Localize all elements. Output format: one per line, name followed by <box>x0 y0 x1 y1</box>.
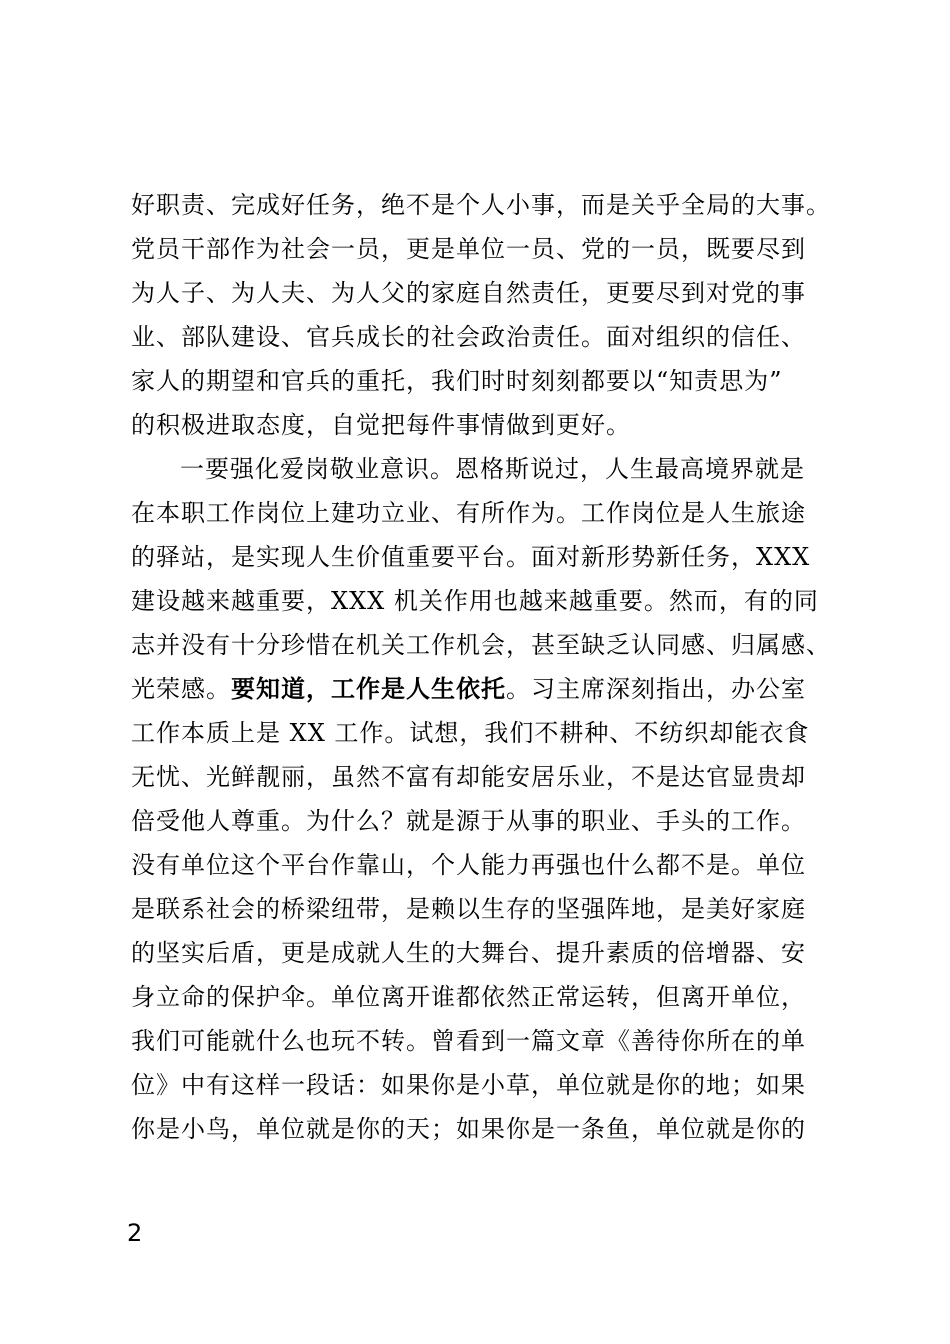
page-number: 2 <box>127 1219 143 1247</box>
text-line: 倍受他人尊重。为什么？就是源于从事的职业、手头的工作。 <box>131 807 806 835</box>
text-line: 是联系社会的桥梁纽带，是赖以生存的坚强阵地，是美好家庭 <box>131 895 806 923</box>
text-line: 无忧、光鲜靓丽，虽然不富有却能安居乐业，不是达官显贵却 <box>131 763 806 791</box>
text-line-with-emphasis <box>131 672 851 706</box>
text-line: 家人的期望和官兵的重托，我们时时刻刻都要以“知责思为” <box>131 367 783 395</box>
text-line: 没有单位这个平台作靠山，个人能力再强也什么都不是。单位 <box>131 851 806 879</box>
text-line: 你是小鸟，单位就是你的天；如果你是一条鱼，单位就是你的 <box>131 1115 806 1143</box>
bold-emphasis: 要知道，工作是人生依托 <box>231 674 506 703</box>
text-line: 的坚实后盾，更是成就人生的大舞台、提升素质的倍增器、安 <box>131 939 806 967</box>
text-line: 位》中有这样一段话：如果你是小草，单位就是你的地；如果 <box>131 1071 806 1099</box>
text-line: 的积极进取态度，自觉把每件事情做到更好。 <box>131 411 631 439</box>
text-line: 志并没有十分珍惜在机关工作机会，甚至缺乏认同感、归属感、 <box>131 631 831 659</box>
text-line: 身立命的保护伞。单位离开谁都依然正常运转，但离开单位， <box>131 983 806 1011</box>
text-line: 业、部队建设、官兵成长的社会政治责任。面对组织的信任、 <box>131 323 806 351</box>
text-prefix: 光荣感。 <box>131 675 231 703</box>
text-line: 党员干部作为社会一员，更是单位一员、党的一员，既要尽到 <box>131 235 806 263</box>
text-line: 为人子、为人夫、为人父的家庭自然责任，更要尽到对党的事 <box>131 279 806 307</box>
text-line: 在本职工作岗位上建功立业、有所作为。工作岗位是人生旅途 <box>131 499 806 527</box>
text-rest: 。习主席深刻指出，办公室 <box>506 675 806 703</box>
text-line: 好职责、完成好任务，绝不是个人小事，而是关乎全局的大事。 <box>131 191 831 219</box>
text-line: 工作本质上是 XX 工作。试想，我们不耕种、不纺织却能衣食 <box>131 719 810 747</box>
text-line: 我们可能就什么也玩不转。曾看到一篇文章《善待你所在的单 <box>131 1027 806 1055</box>
paragraph-first-line: 一要强化爱岗敬业意识。恩格斯说过，人生最高境界就是 <box>180 455 805 483</box>
text-line: 的驿站，是实现人生价值重要平台。面对新形势新任务，XXX <box>131 543 811 571</box>
text-line: 建设越来越重要，XXX 机关作用也越来越重要。然而，有的同 <box>131 587 819 615</box>
